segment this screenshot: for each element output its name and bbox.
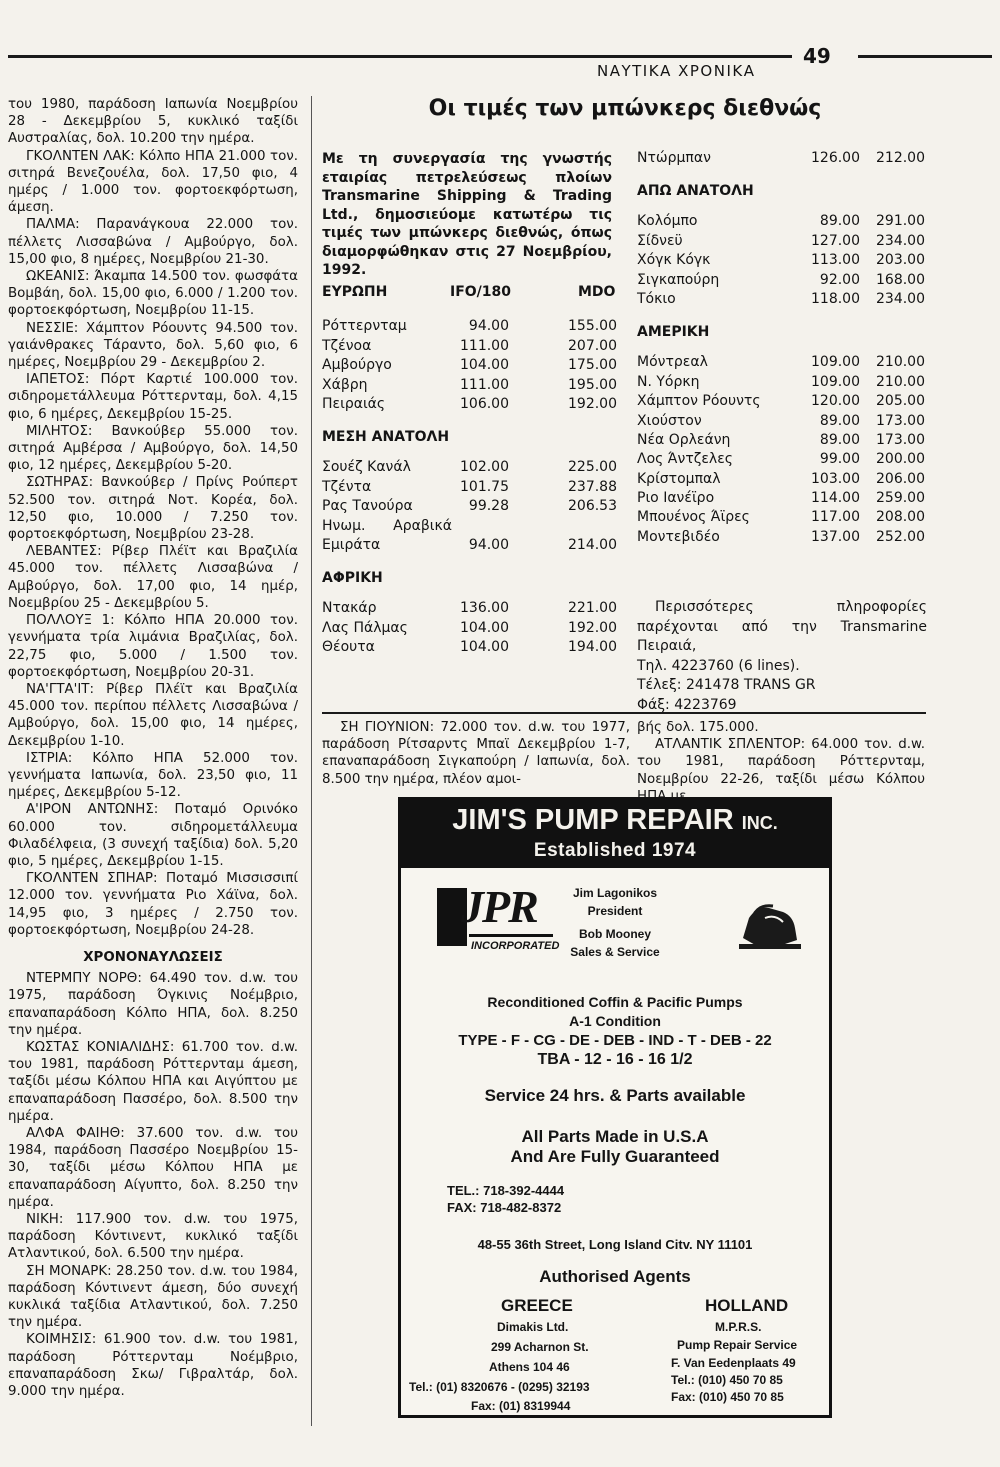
ifo-price: 99.00	[819, 451, 860, 468]
lower-right-paragraph-1: βής δολ. 175.000.	[637, 720, 759, 735]
table-body	[322, 317, 622, 657]
ifo-header: IFO/180	[450, 284, 512, 300]
voyage-paragraph: ΛΕΒΑΝΤΕΣ: Ρίβερ Πλέϊτ και Βραζιλία 45.000 τον. πέλλετς Λισσαβώνα / Αμβούργο, δολ. 17,00 φιο, 14 ημέρ, Νοεμβρίου 25 - Δεκεμβρίου 5.	[8, 544, 298, 611]
mdo-price: 192.00	[568, 619, 617, 636]
port-name: Κολόμπο	[637, 213, 698, 230]
ad-fax: FAX: 718-482-8372	[447, 1200, 562, 1215]
table-row	[322, 356, 622, 375]
ad-made-1: All Parts Made in U.S.A	[521, 1127, 709, 1146]
ad-title-line	[401, 804, 829, 837]
table-row	[637, 149, 929, 168]
ad-line-4: TBA - 12 - 16 - 16 1/2	[537, 1051, 693, 1068]
ad-title: JIM'S PUMP REPAIR	[452, 804, 734, 836]
charter-paragraph: ΚΟΙΜΗΣΙΣ: 61.900 τον. d.w. του 1981, παράδοση Ρόττερνταμ Νοέμβριο, επαναπαράδοση Σκω/ Γιβραλτάρ, δολ. 9.000 την ημέρα.	[8, 1332, 298, 1400]
ifo-price: 101.75	[460, 478, 509, 495]
ifo-price: 89.00	[819, 412, 860, 429]
mdo-price: 252.00	[876, 528, 925, 545]
voyage-paragraph: ΝΕΣΣΙΕ: Χάμπτον Ρόουντς 94.500 τον. γαιάνθρακες Τάραντο, δολ. 5,60 φιο, 6 ημέρες, Νοεμβρίου 29 - Δεκεμβρίου 2.	[8, 320, 298, 371]
lower-right-paragraph-2: ΑΤΛΑΝΤΙΚ ΣΠΛΕΝΤΟΡ: 64.000 τον. d.w. του 1981, παράδοση Ρόττερνταμ, Νοεμβρίου 22-26, ταξίδι μέσω Κόλπου	[637, 737, 925, 787]
port-name: Αμβούργο	[322, 357, 392, 374]
port-name: Νέα Ορλεάνη	[637, 431, 731, 448]
pump-illustration	[735, 894, 807, 954]
greece-city: Athens 104 46	[489, 1360, 570, 1374]
bunker-table-left	[322, 283, 622, 657]
table-row	[637, 290, 929, 309]
port-name: Χιούστον	[637, 412, 702, 429]
mdo-price: 194.00	[568, 639, 617, 656]
article-bottom-rule	[322, 712, 926, 714]
charter-paragraph: ΝΙΚΗ: 117.900 τον. d.w. του 1975, παράδοση Κόντινεντ, κυκλικό ταξίδι Ατλαντικού, δολ. 6.500 την ημέρα.	[8, 1212, 298, 1262]
port-name: Σουέζ Κανάλ	[322, 459, 411, 476]
info-fax: Φάξ: 4223769	[637, 696, 737, 713]
lower-right-text	[637, 719, 925, 805]
table-row	[322, 317, 622, 336]
port-name: Ντακάρ	[322, 600, 377, 617]
person1-name: Jim Lagonikos	[572, 886, 658, 900]
header-rule-right	[858, 55, 992, 58]
port-name: Χόγκ Κόγκ	[637, 252, 711, 269]
ifo-price: 104.00	[460, 619, 509, 636]
voyage-paragraph: ΩΚΕΑΝΙΣ: Άκαμπα 14.500 τον. φωσφάτα Βομβάη, δολ. 15,00 φιο, 6.000 / 1.200 τον. φορτοεκφόρτωση, Νοεμβρίου 11-15.	[8, 269, 298, 319]
table-row	[322, 395, 622, 414]
ifo-price: 114.00	[811, 490, 860, 507]
holland-fax: Fax: (010) 450 70 85	[671, 1390, 784, 1404]
table-row	[322, 376, 622, 395]
ifo-price: 89.00	[819, 431, 860, 448]
table-row	[322, 478, 622, 497]
mdo-price: 225.00	[568, 459, 617, 476]
ifo-price: 113.00	[811, 252, 860, 269]
ifo-price: 127.00	[811, 232, 860, 249]
charter-paragraph: ΝΤΕΡΜΠΥ ΝΟΡΘ: 64.490 τον. d.w. του 1975, παράδοση Όγκινις Νοέμβριο, επαναπαράδοση Κόλπο ΗΠΑ, δολ. 8.250 την ημέρα.	[8, 971, 298, 1038]
ifo-price: 118.00	[811, 290, 860, 307]
table-row	[322, 517, 622, 556]
ifo-price: 111.00	[460, 337, 509, 354]
ifo-price: 120.00	[811, 393, 860, 410]
mdo-price: 195.00	[568, 376, 617, 393]
mdo-price: 200.00	[876, 451, 925, 468]
ifo-price: 99.28	[468, 498, 509, 515]
port-name: Τόκιο	[637, 290, 676, 307]
charter-paragraph: ΑΛΦΑ ΦΑΙΗΘ: 37.600 τον. d.w. του 1984, παράδοση Πασσέρο Νοεμβρίου 15-30, ταξίδι μέσω Κόλπου ΗΠΑ με επαναπαράδοση Αίγυπτο, δολ. 8.250 την ημέρα.	[8, 1125, 298, 1210]
mdo-price: 155.00	[568, 318, 617, 335]
mdo-price: 206.00	[876, 470, 925, 487]
port-name: Χάμπτον Ρόουντς	[637, 393, 761, 410]
article-intro: Με τη συνεργασία της γνωστής εταιρίας πετρελεύσεως πλοίων Transmarine Shipping & Trading Ltd., δημοσιεύομε κατωτέρω τις τιμές των μπώνκερς διεθνώς, όπως διαμορφώθηκαν στις 27 Νοεμβρίου, 1992.	[322, 151, 612, 278]
ad-line-2: A-1 Condition	[569, 1013, 661, 1029]
info-text: Περισσότερες πληροφορίες παρέχονται από την Transmarine Πειραιά,	[637, 599, 927, 654]
mdo-price: 192.00	[568, 395, 617, 412]
port-name: Σιγκαπούρη	[637, 271, 720, 288]
port-name: Λας Πάλμας	[322, 619, 408, 636]
port-name: Πειραιάς	[322, 395, 386, 412]
page-number: 49	[803, 44, 831, 68]
ifo-price: 104.00	[460, 639, 509, 656]
table-row	[637, 508, 929, 527]
voyage-paragraph: ΓΚΟΛΝΤΕΝ ΣΠΗΑΡ: Ποταμό Μισσισσιπί 12.000 τον. γεννήματα Ριο Χάϊνα, δολ. 14,95 φιο, 3 ημέρες / 2.750 τον. φορτοεκφόρτωση, Νοεμβρίου 24-28.	[8, 871, 298, 938]
article-title: Οι τιμές των μπώνκερς διεθνώς	[428, 96, 822, 121]
port-name: Ηνωμ. Αραβικά Εμιράτα	[322, 517, 452, 553]
mdo-price: 210.00	[876, 373, 925, 390]
voyage-paragraph: ΙΣΤΡΙΑ: Κόλπο ΗΠΑ 52.000 τον. γεννήματα Ιαπωνία, δολ. 23,50 φιο, 11 ημέρες, Δεκεμβρίου 5-12.	[8, 750, 298, 801]
info-telex: Τέλεξ: 241478 TRANS GR	[637, 677, 816, 693]
ad-line-1: Reconditioned Coffin & Pacific Pumps	[487, 994, 743, 1010]
port-name: Ντώρμπαν	[637, 150, 711, 166]
ad-tel: TEL.: 718-392-4444	[447, 1183, 565, 1198]
voyage-paragraph: Α'ΙΡΟΝ ΑΝΤΩΝΗΣ: Ποταμό Ορινόκο 60.000 τον. σιδηρομετάλλευμα Φιλαδέλφεια, (3 συνεχή ταξίδια) δολ. 5,20 φιο, 5 ημέρες, Δεκεμβρίου 1-15.	[8, 802, 298, 869]
mdo-price: 221.00	[568, 600, 617, 617]
ifo-price: 117.00	[811, 509, 860, 526]
voyage-paragraph: ΙΑΠΕΤΟΣ: Πόρτ Καρτιέ 100.000 τον. σιδηρομετάλλευμα Ρόττερνταμ, δολ. 4,15 φιο, 6 ημέρες, Δεκεμβρίου 15-25.	[8, 372, 298, 422]
table-row	[322, 497, 622, 516]
mdo-price: 212.00	[876, 150, 925, 166]
port-name: Χάβρη	[322, 376, 368, 393]
table-row	[637, 450, 929, 469]
mdo-price: 203.00	[876, 252, 925, 269]
charter-paragraph: ΣΗ ΜΟΝΑΡΚ: 28.250 τον. d.w. του 1984, παράδοση Κόντινεντ άμεση, δύο συνεχή κυκλικά ταξίδια Ατλαντικού, δολ. 7.250 την ημέρα.	[8, 1263, 298, 1331]
ifo-price: 103.00	[811, 470, 860, 487]
table-row	[637, 431, 929, 450]
mdo-price: 234.00	[876, 290, 925, 307]
ad-line-3: TYPE - F - CG - DE - DEB - IND - T - DEB - 22	[458, 1032, 772, 1049]
ad-service: Service 24 hrs. & Parts available	[484, 1086, 746, 1105]
table-row	[322, 599, 622, 618]
info-tel: Τηλ. 4223760 (6 lines).	[637, 657, 800, 674]
contact-info	[637, 598, 927, 715]
holland-company: Pump Repair Service	[677, 1338, 798, 1352]
ad-address: 48-55 36th Street, Long Island Citv. NY 11101	[477, 1237, 753, 1252]
holland-tel: Tel.: (010) 450 70 85	[671, 1373, 783, 1387]
mdo-price: 208.00	[876, 509, 925, 526]
voyage-paragraph: ΠΟΛΛΟΥΞ 1: Κόλπο ΗΠΑ 20.000 τον. γεννήματα τρία λιμάνια Βραζιλίας, δολ. 22,75 φιο, 5.000 / 1.500 τον. φορτοεκφόρτωση, Νοεμβρίου 20-31.	[8, 613, 298, 680]
greece-label: GREECE	[501, 1296, 573, 1315]
port-name: Μόντρεαλ	[637, 354, 708, 371]
ifo-price: 92.00	[819, 271, 860, 288]
table-row	[637, 392, 929, 411]
ad-made-2: And Are Fully Guaranteed	[510, 1147, 720, 1166]
table-body	[637, 149, 929, 547]
charter-paragraph: ΚΩΣΤΑΣ ΚΟΝΙΑΛΙΔΗΣ: 61.700 τον. d.w. του 1981, παράδοση Ρόττερνταμ άμεση, ταξίδι μέσω Κόλπου ΗΠΑ και Αιγύπτου με επαναπαράδοση Πασσέρο, δολ. 8.500 την ημέρα.	[8, 1039, 298, 1124]
mdo-price: 175.00	[568, 357, 617, 374]
holland-street: F. Van Eedenplaats 49	[671, 1356, 796, 1370]
mdo-price: 291.00	[876, 213, 925, 230]
greece-tel: Tel.: (01) 8320676 - (0295) 32193	[409, 1380, 590, 1394]
voyage-charters	[8, 96, 298, 939]
header-rule-left	[8, 55, 792, 58]
mdo-header: MDO	[578, 284, 616, 300]
port-name: Λος Άντζελες	[637, 451, 734, 468]
voyage-paragraph: ΣΩΤΗΡΑΣ: Βανκούβερ / Πρίνς Ρούπερτ 52.500 τον. σιτηρά Νοτ. Κορέα, δολ. 12,50 φιο, 10.000 / 7.250 τον. φορτοεκφόρτωση, Νοεμβρίου 23-28.	[8, 475, 298, 543]
region-heading: ΑΠΩ ΑΝΑΤΟΛΗ	[637, 183, 754, 200]
port-name: Τζέντα	[322, 478, 372, 495]
voyage-paragraph: του 1980, παράδοση Ιαπωνία Νοεμβρίου 28 - Δεκεμβρίου 5, κυκλικό ταξίδι Αυστραλίας, δολ. 10.200 την ημέρα.	[8, 97, 298, 147]
ifo-price: 104.00	[460, 357, 509, 374]
greece-street: 299 Acharnon St.	[491, 1340, 589, 1354]
bunker-table-right	[637, 149, 929, 547]
ifo-price: 94.00	[468, 318, 509, 335]
table-row	[637, 373, 929, 392]
port-name: Ρας Τανούρα	[322, 498, 413, 515]
port-name: Μπουένος Άϊρες	[637, 509, 750, 526]
voyage-paragraph: ΝΑ'ΓΤΑ'ΙΤ: Ρίβερ Πλέϊτ και Βραζιλία 45.000 τον. περίπου πέλλετς Λισσαβώνα /Αμβούργο, δολ. 15,00 φιο, 14 ημέρες, Δεκεμβρίου 1-10.	[8, 681, 298, 749]
ifo-price: 106.00	[460, 395, 509, 412]
mdo-price: 205.00	[876, 393, 925, 410]
table-row	[637, 232, 929, 251]
ad-established: Established 1974	[533, 840, 697, 861]
section-heading: ΧΡΟΝΟΝΑΥΛΩΣΕΙΣ	[83, 949, 223, 965]
mdo-price: 259.00	[876, 490, 925, 507]
mdo-price: 173.00	[876, 431, 925, 448]
voyage-paragraph: ΓΚΟΛΝΤΕΝ ΛΑΚ: Κόλπο ΗΠΑ 21.000 τον. σιτηρά Βενεζουέλα, δολ. 17,50 φιο, 4 ημέρς / 1.000 τον. φορτοεκφόρτωση, άμεση.	[8, 148, 298, 216]
voyage-paragraph: ΜΙΛΗΤΟΣ: Βανκούβερ 55.000 τον. σιτηρά Αμβέρσα / Αμβούργο, δολ. 14,50 φιο, 12 ημέρες, Δεκεμβρίου 5-20.	[8, 423, 298, 474]
port-name: Ν. Υόρκη	[637, 373, 700, 390]
ifo-price: 126.00	[811, 150, 860, 166]
lower-mid-paragraph: ΣΗ ΓΙΟΥΝΙΟΝ: 72.000 τον. d.w. του 1977, παράδοση Ρίτσαρντς Μπαϊ Δεκεμβρίου 1-7, επαναπαράδοση Σιγκαπούρη / Ιαπωνία, δολ. 8.500 την ημέρα, πλέον αμοι-	[322, 720, 630, 787]
table-row	[322, 458, 622, 477]
table-row	[322, 638, 622, 657]
mdo-price: 207.00	[568, 337, 617, 354]
region-heading: ΜΕΣΗ ΑΝΑΤΟΛΗ	[322, 429, 450, 446]
ifo-price: 102.00	[460, 459, 509, 476]
column-divider	[311, 96, 312, 1426]
advertisement	[398, 797, 832, 1418]
holland-label: HOLLAND	[705, 1296, 789, 1315]
mdo-price: 173.00	[876, 412, 925, 429]
mdo-price: 237.88	[568, 478, 617, 495]
ad-agents: Authorised Agents	[539, 1267, 691, 1286]
region-heading: ΑΜΕΡΙΚΗ	[637, 324, 710, 341]
port-name: Ρόττερνταμ	[322, 318, 407, 335]
table-row	[322, 337, 622, 356]
holland-name: M.P.R.S.	[715, 1320, 762, 1334]
greece-fax: Fax: (01) 8319944	[471, 1399, 571, 1413]
ifo-price: 109.00	[811, 373, 860, 390]
person1-role: President	[587, 904, 643, 918]
ad-title-suffix: INC.	[741, 813, 778, 833]
mdo-price: 234.00	[876, 232, 925, 249]
ifo-price: 136.00	[460, 600, 509, 617]
ifo-price: 111.00	[460, 376, 509, 393]
greece-name: Dimakis Ltd.	[497, 1320, 569, 1334]
table-row	[637, 271, 929, 290]
ifo-price: 137.00	[811, 528, 860, 545]
mdo-price: 206.53	[568, 498, 617, 515]
logo-subtitle: INCORPORATED	[471, 940, 560, 952]
voyage-paragraph: ΠΑΛΜΑ: Παρανάγκουα 22.000 τον. πέλλετς Λισσαβώνα / Αμβούργο, δολ. 15,00 φιο, 8 ημέρες, Νοεμβρίου 21-30.	[8, 217, 298, 267]
time-charters	[8, 970, 298, 1400]
region-heading: ΕΥΡΩΠΗ	[322, 284, 388, 300]
port-name: Θέουτα	[322, 639, 375, 656]
mdo-price: 214.00	[568, 536, 617, 553]
person2-name: Bob Mooney	[579, 927, 651, 941]
logo-letters: JPR	[461, 881, 537, 932]
ad-banner	[401, 800, 829, 868]
table-row	[637, 412, 929, 431]
table-row	[637, 353, 929, 372]
lower-mid-text	[322, 719, 630, 788]
running-head: ΝΑΥΤΙΚΑ ΧΡΟΝΙΚΑ	[597, 62, 756, 80]
table-row	[637, 528, 929, 547]
table-row	[637, 470, 929, 489]
region-heading: ΑΦΡΙΚΗ	[322, 570, 383, 587]
table-row	[637, 251, 929, 270]
port-name: Κρίστομπαλ	[637, 470, 721, 487]
ifo-price: 89.00	[819, 213, 860, 230]
left-column	[8, 96, 298, 1400]
table-row	[637, 212, 929, 231]
port-name: Σίδνεϋ	[637, 232, 683, 249]
mdo-price: 168.00	[876, 271, 925, 288]
port-name: Μοντεβιδέο	[637, 528, 720, 545]
table-row	[637, 489, 929, 508]
person2-role: Sales & Service	[570, 945, 660, 959]
port-name: Ριο Ιανέϊρο	[637, 490, 715, 507]
mdo-price: 210.00	[876, 354, 925, 371]
ifo-price: 94.00	[468, 536, 509, 553]
table-column-headers	[322, 283, 622, 302]
port-name: Τζένοα	[322, 337, 372, 354]
table-row	[322, 619, 622, 638]
ifo-price: 109.00	[811, 354, 860, 371]
